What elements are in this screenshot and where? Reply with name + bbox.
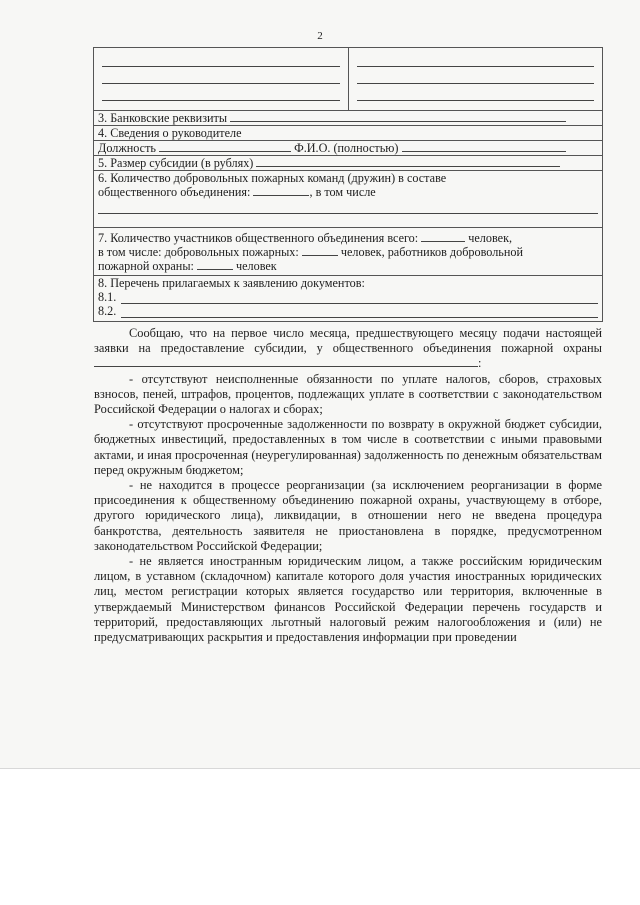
members-total-label: 7. Количество участников общественного объединения всего:	[98, 231, 419, 245]
workers-field[interactable]	[197, 259, 233, 270]
members-count-row	[94, 227, 602, 275]
blank-line[interactable]	[357, 52, 595, 67]
blank-line[interactable]	[102, 86, 340, 101]
subsidy-amount-field[interactable]	[256, 156, 560, 167]
blank-line[interactable]	[357, 69, 595, 84]
volunteers-label: в том числе: добровольных пожарных:	[98, 245, 299, 259]
declaration-intro	[94, 326, 602, 372]
declaration-text	[94, 326, 602, 645]
brigades-detail-field[interactable]	[98, 199, 598, 214]
attachments-label: 8. Перечень прилагаемых к заявлению документов:	[98, 276, 365, 290]
attachment-2-field[interactable]	[121, 307, 598, 318]
declaration-item-reorganization: - не находится в процессе реорганизации (за исключением реорганизации в форме присоединения к общественному объединению пожарной охраны, участвующему в отборе, другого юридического лица), ликвидации, в отношении него не введена процедура банкротства, деятельность заявителя не приостановлена в порядке, предусмотренном законодательством Российской Федерации;	[94, 478, 602, 553]
members-total-field[interactable]	[421, 231, 465, 242]
attachment-1-field[interactable]	[121, 293, 598, 304]
blank-line[interactable]	[357, 86, 595, 101]
declaration-item-foreign-entity: - не является иностранным юридическим лицом, а также российским юридическим лицом, в уставном (складочном) капитале которого доля участия иностранных юридических лиц, местом регистрации которых является государство или территория, включенные в утверждаемый Министерством финансов Российской Федерации перечень государств и территорий, предоставляющих льготный налоговый режим налогообложения и (или) не предусматривающих раскрытия и предоставления информации при проведении	[94, 554, 602, 645]
blank-line[interactable]	[102, 52, 340, 67]
bank-details-label: 3. Банковские реквизиты	[98, 111, 228, 125]
declaration-intro-text: Сообщаю, что на первое число месяца, предшествующего месяцу подачи настоящей заявки на предоставление субсидии, у общественного объединения пожарной охраны	[94, 326, 602, 356]
right-blank-column	[348, 48, 603, 110]
workers-label: человек, работников добровольной	[340, 245, 523, 259]
brigades-count-row	[94, 170, 602, 227]
brigades-count-label-2: общественного объединения:	[98, 185, 251, 199]
bank-details-row	[94, 110, 602, 125]
declaration-item-taxes: - отсутствуют неисполненные обязанности по уплате налогов, сборов, страховых взносов, пеней, штрафов, процентов, подлежащих уплате в соответствии с законодательством Российской Федерации о налогах и сборах;	[94, 371, 602, 417]
subsidy-amount-row	[94, 155, 602, 170]
blank-line[interactable]	[102, 69, 340, 84]
brigades-including-label: , в том числе	[309, 185, 376, 199]
workers-label-2: пожарной охраны:	[98, 259, 194, 273]
bank-details-field[interactable]	[230, 111, 566, 122]
members-total-unit: человек,	[468, 231, 513, 245]
head-position-row	[94, 140, 602, 155]
head-info-row	[94, 125, 602, 140]
fio-field[interactable]	[402, 141, 566, 152]
attachments-row	[94, 275, 602, 321]
subsidy-amount-label: 5. Размер субсидии (в рублях)	[98, 156, 254, 170]
attachment-2-label: 8.2.	[98, 304, 117, 318]
head-info-label: 4. Сведения о руководителе	[98, 126, 242, 140]
page-number: 2	[317, 30, 323, 42]
application-form-table	[93, 47, 603, 322]
fio-label: Ф.И.О. (полностью)	[294, 141, 399, 155]
left-blank-column	[94, 48, 348, 110]
declaration-item-debts: - отсутствуют просроченные задолженности по возврату в окружной бюджет субсидии, бюджетных инвестиций, предоставленных в том числе в соответствии с иными правовыми актами, и иная просроченная (неурегулированная) задолженность по денежным обязательствам перед окружным бюджетом;	[94, 417, 602, 477]
volunteers-field[interactable]	[302, 245, 338, 256]
brigades-count-label: 6. Количество добровольных пожарных команд (дружин) в составе	[98, 171, 447, 185]
workers-unit: человек	[236, 259, 277, 273]
declaration-intro-colon: :	[478, 356, 482, 371]
position-label: Должность	[98, 141, 156, 155]
organization-name-field[interactable]	[94, 356, 478, 367]
position-field[interactable]	[159, 141, 291, 152]
signature-block-row	[94, 48, 602, 110]
attachment-1-label: 8.1.	[98, 290, 117, 304]
brigades-count-field[interactable]	[253, 185, 309, 196]
